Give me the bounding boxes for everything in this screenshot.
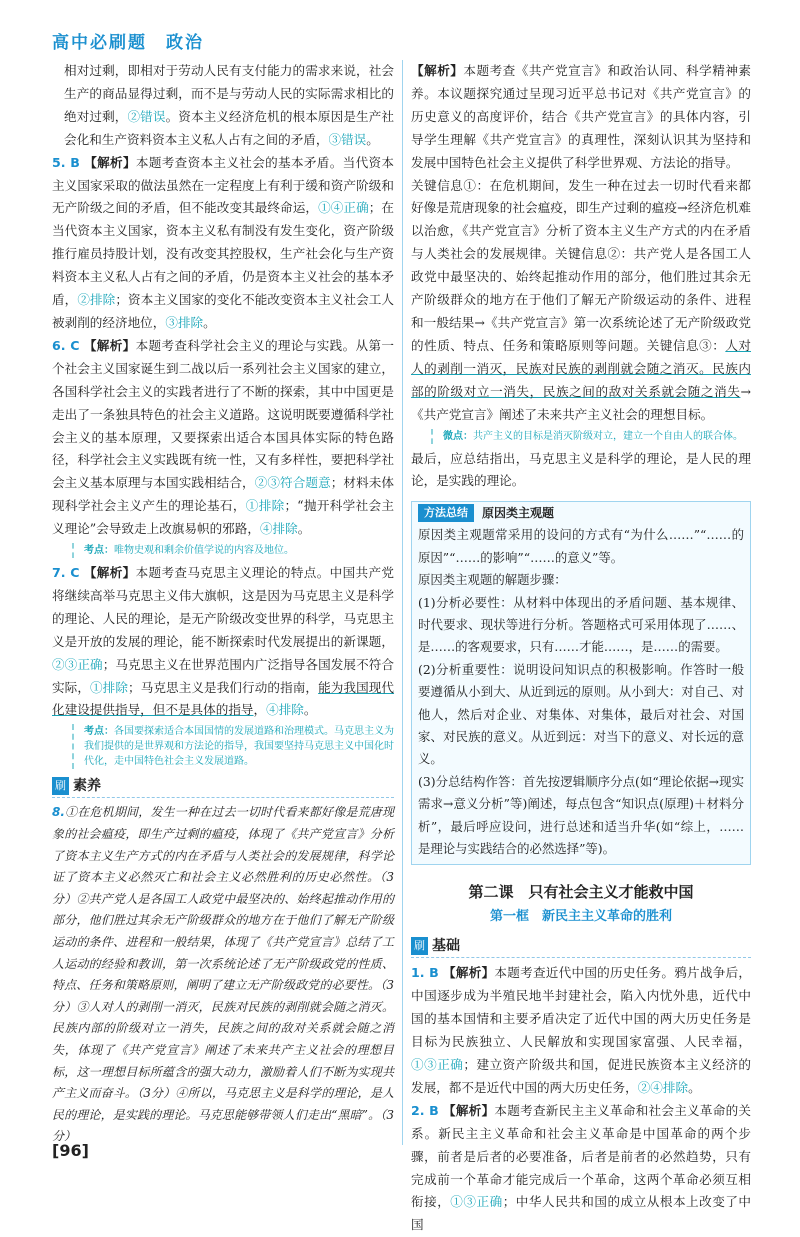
- method-tag: 方法总结: [418, 504, 474, 522]
- left-column: [52, 60, 394, 1148]
- text: 本题考查近代中国的历史任务。鸦片战争后，中国逐步成为半殖民地半封建社会，陷入内忧外患，近代中国的基本国情和主要矛盾决定了近代中国的两大历史任务是目标为民族独立、人民解放和实现国家富强、人民幸福，: [411, 965, 752, 1050]
- answer-8: [52, 802, 394, 1148]
- text: ；在当代资本主义国家，资本主义私有制没有发生变化，资产阶级推行雇员持股计划，没有改变其控股权，生产社会化与生产资料资本主义私人占有之间的矛盾，仍是资本主义社会的基本矛盾，: [52, 200, 395, 308]
- page-number-value: 96: [59, 1141, 82, 1160]
- column-divider: [402, 60, 403, 1145]
- text: 。: [203, 314, 216, 330]
- micro-point-note: [431, 429, 751, 444]
- method-summary-box: [411, 501, 751, 865]
- text: 本题考查《共产党宣言》和政治认同、科学精神素养。本议题探究通过呈现习近平总书记对《共产党宣言》的历史意义的高度评价，结合《共产党宣言》的具体内容，引导学生理解《共产党宣言》的真理性，深刻认识其为坚持和发展中国特色社会主义提供了科学世界观、方法论的指导。: [411, 63, 752, 170]
- judgement-mark: ②③正确: [52, 656, 103, 672]
- section-tag: 刷: [411, 937, 428, 955]
- judgement-mark: ②③符合题意: [254, 475, 331, 491]
- text: 。: [366, 131, 379, 147]
- analysis-tag: 【解析】: [443, 1102, 495, 1118]
- note-label: 考点：: [84, 726, 114, 738]
- answer-2: [411, 1100, 751, 1237]
- section-title: 素养: [73, 777, 101, 794]
- judgement-mark: ④排除: [266, 702, 304, 718]
- judgement-mark: ①排除: [90, 679, 129, 695]
- analysis-tag: 【解析】: [443, 965, 495, 981]
- text: 。: [297, 521, 311, 537]
- method-line: 原因类主观题常采用的设问的方式有“为什么……”“……的原因”“……的影响”“……的意义”等。: [418, 527, 744, 565]
- text: ；材料未体现科学社会主义产生的理论基石，: [52, 475, 395, 514]
- text: 关键信息①：在危机期间，发生一种在过去一切时代看来都好像是荒唐现象的社会瘟疫，即生产过剩的瘟疫→经济危机难以治愈，《共产党宣言》分析了资本主义生产方式的内在矛盾与人类社会的发展规律。关键信息②：共产党人是各国工人政党中最坚决的、始终起推动作用的部分，他们胜过其余无产阶级群众的地方在于他们了解无产阶级运动的条件、进程和一般结果→《共产党宣言》第一次系统论述了无产阶级政党的性质、特点、任务和策略原则等问题。关键信息③：: [411, 177, 751, 353]
- analysis-tag: 【解析】: [83, 565, 136, 581]
- judgement-mark: ②排除: [77, 292, 116, 308]
- judgement-mark: ③排除: [165, 314, 204, 330]
- method-title: 原因类主观题: [482, 505, 555, 520]
- handwritten-answer: ①在危机期间，发生一种在过去一切时代看来都好像是荒唐现象的社会瘟疫，即生产过剩的瘟疫，体现了《共产党宣言》分析了资本主义生产方式的内在矛盾与人类社会的发展规律，科学论证了资本主义必然灭亡和社会主义必然胜利的历史必然性。（3分）②共产党人是各国工人政党中最坚决的、始终起推动作用的部分，他们胜过其余无产阶级群众的地方在于他们了解无产阶级运动的条件、进程和一般结果，体现了《共产党宣言》总结了工人运动的经验和教训，第一次系统论述了无产阶级政党的性质、特点、任务和策略原则，阐明了建立无产阶级政党的必要性。（3分）③人对人的剥削一消灭，民族对民族的剥削就会随之消灭。民族内部的阶级对立一消失，民族之间的敌对关系就会随之消失，体现了《共产党宣言》阐述了未来共产主义社会的理想目标，这一理想目标所蕴含的强大动力，激励着人们不断为实现共产主义而奋斗。（3分）④所以，马克思主义是科学的理论，是人民的理论，是实践的理论。马克思能够带领人们走出“黑暗”。（3分）: [52, 805, 394, 1144]
- note-text: 唯物史观和剩余价值学说的内容及地位。: [114, 545, 294, 557]
- lesson-title: 第二课 只有社会主义才能救中国: [468, 883, 694, 902]
- text: ；马克思主义是我们行动的指南，: [128, 679, 319, 695]
- analysis-paragraph: [411, 60, 751, 175]
- analysis-tag: 【解析】: [84, 154, 136, 170]
- underlined-text: 能为我国现代化建设提供指导，但不是具体的指导: [52, 679, 395, 718]
- text: 相对过剩，即相对于劳动人民有支付能力的需求来说，社会生产的商品显得过剩，而不是与劳动人民的实际需求相比的绝对过剩，: [64, 63, 394, 124]
- judgement-mark: ③错误: [328, 131, 367, 147]
- answer-7: [52, 562, 394, 722]
- text: 。资本主义经济危机的根本原因是生产社会化和生产资料资本主义私人占有之间的矛盾，: [64, 108, 395, 147]
- judgement-mark: ①④正确: [318, 200, 369, 216]
- section-header-suyang: [52, 775, 394, 798]
- underlined-text: 人对人的剥削一消灭，民族对民族的剥削就会随之消灭。民族内部的阶级对立一消失，民族之间的敌对关系就会随之消失: [411, 337, 752, 399]
- section-header-jichu: [411, 935, 751, 958]
- question-number: 8.: [52, 805, 65, 820]
- method-line: 原因类主观题的解题步骤：: [418, 572, 567, 588]
- section-tag: 刷: [52, 777, 69, 795]
- text: 本题考查科学社会主义的理论与实践。从第一个社会主义国家诞生到二战以后一系列社会主义国家的建立，各国科学社会主义的实践者进行了不断的探索，其中中国更是走出了一条独具特色的社会主义道路。这说明既要遵循科学社会主义的基本原理，又要探索出适合本国具体实际的特色路径，科学社会主义实践既有统一性，又有多样性，要把科学社会主义基本原理与本国实践相结合，: [52, 337, 394, 491]
- note-label: 考点：: [84, 545, 114, 557]
- note-label: 微点：: [443, 430, 473, 442]
- text: 本题考查新民主主义革命和社会主义革命的关系。新民主主义革命和社会主义革命是中国革命的两个步骤，前者是后者的必要准备，后者是前者的必然趋势，只有完成前一个革命才能完成后一个革命，这两个革命必须互相衔接，: [411, 1102, 752, 1210]
- text: ；建立资产阶级共和国，促进民族资本主义经济的发展，都不是近代中国的两大历史任务，: [411, 1057, 752, 1095]
- question-number: 1. B: [411, 965, 439, 981]
- intro-paragraph: [52, 60, 394, 152]
- judgement-mark: ②错误: [127, 108, 166, 124]
- text: ；中华人民共和国的成立从根本上改变了中国: [411, 1194, 752, 1233]
- note-text: 各国要探索适合本国国情的发展道路和治理模式。马克思主义为我们提供的是世界观和方法论的指导，我国要坚持马克思主义中国化时代化，走中国特色社会主义发展道路。: [84, 726, 394, 768]
- judgement-mark: ①③正确: [450, 1194, 503, 1210]
- text: ；资本主义国家的变化不能改变资本主义社会工人被剥削的经济地位，: [52, 292, 395, 330]
- exam-point-note: [72, 724, 394, 769]
- question-number: 7. C: [52, 565, 80, 581]
- judgement-mark: ①排除: [245, 498, 285, 514]
- exam-point-note: [72, 543, 394, 558]
- text: ，: [253, 702, 267, 718]
- analysis-tag: 【解析】: [83, 337, 136, 353]
- conclusion-paragraph: 最后，应总结指出，马克思主义是科学的理论，是人民的理论，是实践的理论。: [411, 450, 751, 489]
- text: →《共产党宣言》阐述了未来共产主义社会的理想目标。: [411, 383, 751, 422]
- text: ；马克思主义在世界范围内广泛指导各国发展不符合实际，: [52, 656, 395, 695]
- text: 。: [688, 1079, 701, 1095]
- page-number: [96]: [52, 1141, 89, 1160]
- method-line: (1)分析必要性：从材料中体现出的矛盾问题、基本规律、时代要求、现状等进行分析。答题格式可采用体现了……、是……的客观要求，只有……才能……，是……的需要。: [418, 594, 744, 655]
- method-summary-header: [418, 502, 744, 524]
- answer-6: [52, 335, 394, 541]
- method-line: (3)分总结构作答：首先按逻辑顺序分点(如“理论依据→现实需求→意义分析”等)阐述，每点包含“知识点(原理)＋材料分析”，最后呼应设问，进行总述和适当升华(如“综上，……是理论与实践结合的必然选择”等)。: [418, 773, 744, 856]
- lesson-subtitle: 第一框 新民主主义革命的胜利: [489, 909, 672, 925]
- question-number: 2. B: [411, 1102, 439, 1118]
- text: 。: [303, 702, 317, 718]
- key-info-paragraph: [411, 175, 751, 427]
- text: ；“抛开科学社会主义理论”会导致走上改旗易帜的邪路，: [52, 498, 395, 537]
- note-text: 共产主义的目标是消灭阶级对立，建立一个自由人的联合体。: [473, 430, 743, 442]
- question-number: 5. B: [52, 154, 80, 170]
- judgement-mark: ④排除: [259, 521, 298, 537]
- section-title: 基础: [432, 937, 460, 954]
- analysis-tag: 【解析】: [411, 63, 464, 78]
- text: 本题考查资本主义社会的基本矛盾。当代资本主义国家采取的做法虽然在一定程度上有利于缓和资产阶级和无产阶级之间的矛盾，但不能改变其最终命运，: [52, 154, 394, 216]
- header-title: 高中必刷题 政治: [52, 33, 204, 53]
- answer-5: [52, 152, 394, 335]
- right-column: [411, 60, 751, 1237]
- answer-1: [411, 962, 751, 1099]
- text: 本题考查马克思主义理论的特点。中国共产党将继续高举马克思主义伟大旗帜，这是因为马克思主义是科学的理论、人民的理论，是无产阶级改变世界的科学，马克思主义是开放的发展的理论，能不断探索时代发展提出的新课题，: [52, 565, 394, 649]
- method-line: (2)分析重要性：说明设问知识点的积极影响。作答时一般要遵循从小到大、从近到远的原则。从小到大：对自己、对他人，然后对企业、对集体、对集体，最后对社会、对国家、对民族的意义。从近到远：对当下的意义、对长远的意义。: [418, 661, 744, 767]
- question-number: 6. C: [52, 337, 80, 353]
- judgement-mark: ①③正确: [411, 1057, 464, 1073]
- judgement-mark: ②④排除: [637, 1079, 689, 1095]
